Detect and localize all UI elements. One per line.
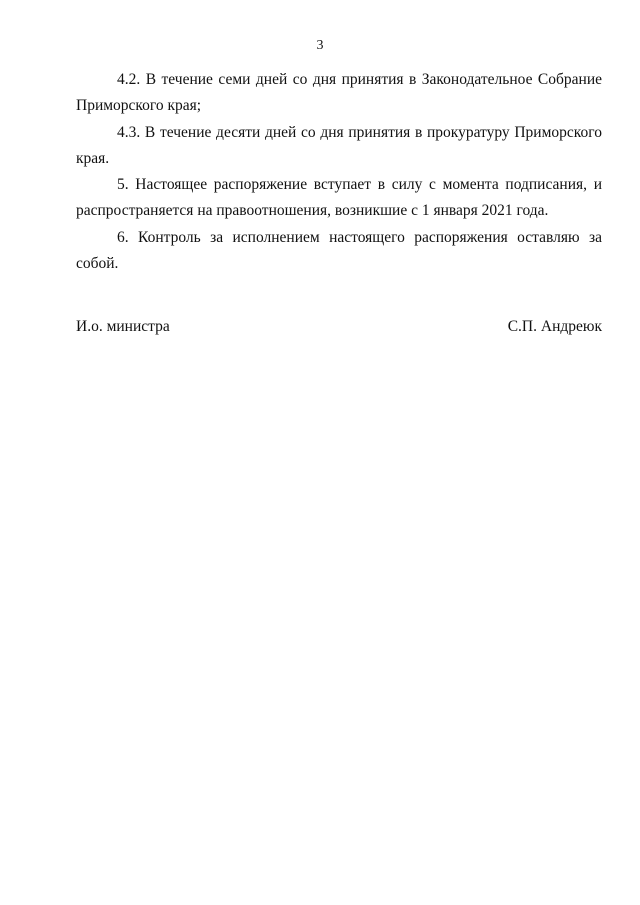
- document-body: [76, 67, 602, 277]
- paragraph-6: 6. Контроль за исполнением настоящего распоряжения оставляю за собой.: [76, 228, 602, 273]
- signatory-name: С.П. Андреюк: [507, 318, 602, 335]
- signatory-position: И.о. министра: [76, 318, 170, 335]
- paragraph-5: 5. Настоящее распоряжение вступает в силу с момента подписания, и распространяется на правоотношения, возникшие с 1 января 2021 года.: [76, 176, 602, 220]
- page-number: 3: [316, 38, 324, 53]
- signature-block: [76, 317, 602, 337]
- paragraph-4-2: 4.2. В течение семи дней со дня принятия в Законодательное Собрание Приморского края;: [76, 71, 602, 115]
- paragraph-4-3: 4.3. В течение десяти дней со дня принятия в прокуратуру Приморского края.: [76, 123, 602, 167]
